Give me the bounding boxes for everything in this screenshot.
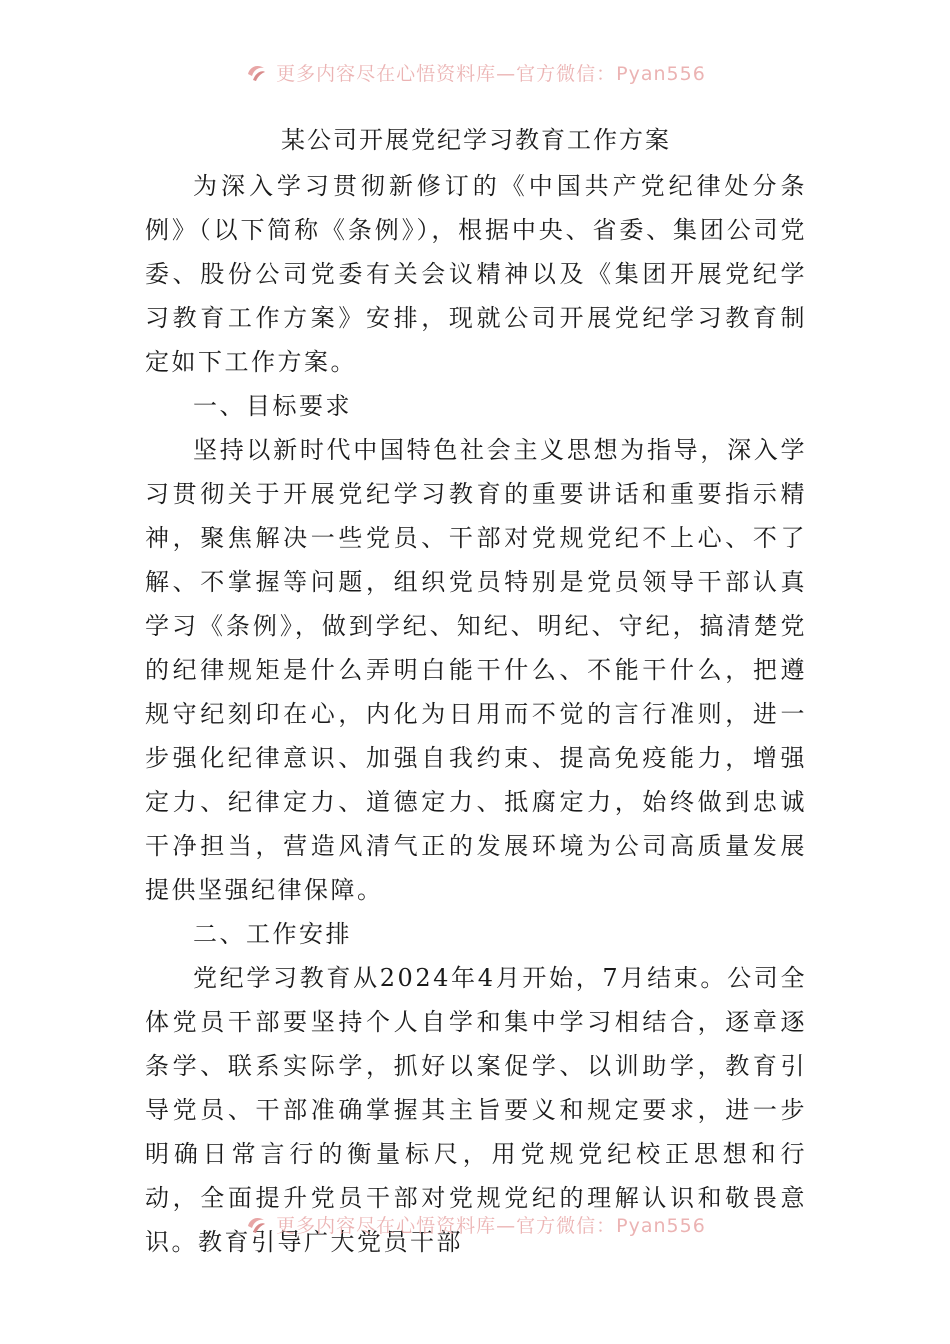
intro-paragraph: 为深入学习贯彻新修订的《中国共产党纪律处分条例》（以下简称《条例》），根据中央、省委、集团公司党委、股份公司党委有关会议精神以及《集团开展党纪学习教育工作方案》安排，现就公司开展党纪学习教育制定如下工作方案。	[145, 172, 807, 376]
watermark-footer	[0, 1209, 950, 1239]
watermark-logo-icon	[244, 60, 268, 84]
section-body-arrangement: 党纪学习教育从2024年4月开始，7月结束。公司全体党员干部要坚持个人自学和集中学习相结合，逐章逐条学、联系实际学，抓好以案促学、以训助学，教育引导党员、干部准确掌握其主旨要义和规定要求，进一步明确日常言行的衡量标尺，用党规党纪校正思想和行动，全面提升党员干部对党规党纪的理解认识和敬畏意识。教育引导广大党员干部	[145, 964, 807, 1256]
watermark-text: 更多内容尽在心悟资料库—官方微信：Pyan556	[276, 62, 706, 85]
watermark-text: 更多内容尽在心悟资料库—官方微信：Pyan556	[276, 1214, 706, 1237]
document-title: 某公司开展党纪学习教育工作方案	[281, 126, 671, 154]
document-body	[145, 118, 807, 1264]
watermark-header	[0, 57, 950, 87]
section-body-goals: 坚持以新时代中国特色社会主义思想为指导，深入学习贯彻关于开展党纪学习教育的重要讲话和重要指示精神，聚焦解决一些党员、干部对党规党纪不上心、不了解、不掌握等问题，组织党员特别是党员领导干部认真学习《条例》，做到学纪、知纪、明纪、守纪，搞清楚党的纪律规矩是什么弄明白能干什么、不能干什么，把遵规守纪刻印在心，内化为日用而不觉的言行准则，进一步强化纪律意识、加强自我约束、提高免疫能力，增强定力、纪律定力、道德定力、抵腐定力，始终做到忠诚干净担当，营造风清气正的发展环境为公司高质量发展提供坚强纪律保障。	[145, 436, 807, 904]
watermark-logo-icon	[244, 1212, 268, 1236]
section-heading-goals: 一、目标要求	[193, 392, 352, 420]
section-heading-arrangement: 二、工作安排	[193, 920, 352, 948]
